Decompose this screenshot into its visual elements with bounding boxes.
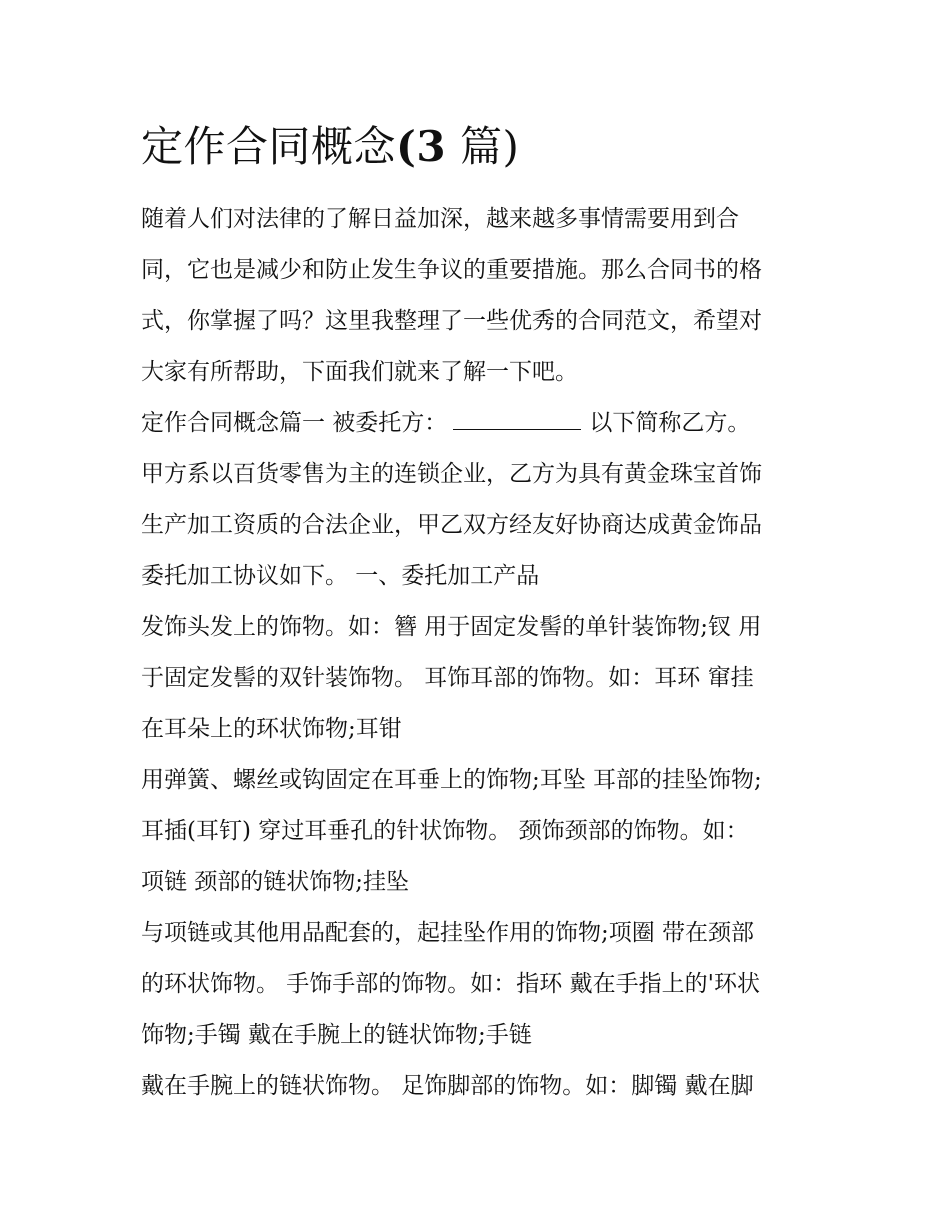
title-paren-open: ( [396, 122, 417, 171]
page-title [141, 115, 821, 179]
paragraph-line: 随着人们对法律的了解日益加深，越来越多事情需要用到合 [141, 206, 739, 232]
paragraph-line: 与项链或其他用品配套的，起挂坠作用的饰物;项圈 带在颈部 [141, 920, 755, 946]
title-suffix: 篇) [446, 122, 520, 171]
party-abbreviation: 以下简称乙方。 [589, 410, 751, 436]
paragraph-line: 于固定发髻的双针装饰物。 耳饰耳部的饰物。如：耳环 窜挂 [141, 665, 754, 691]
party-label: 定作合同概念篇一 被委托方： [141, 410, 448, 436]
paragraph-line: 生产加工资质的合法企业，甲乙双方经友好协商达成黄金饰品 [141, 512, 762, 538]
paragraph-line: 在耳朵上的环状饰物;耳钳 [141, 716, 402, 742]
paragraph-line: 式，你掌握了吗？这里我整理了一些优秀的合同范文，希望对 [141, 308, 762, 334]
paragraph-line: 耳插(耳钉) 穿过耳垂孔的针状饰物。 颈饰颈部的饰物。如： [141, 818, 749, 844]
paragraph-line: 大家有所帮助，下面我们就来了解一下吧。 [141, 359, 578, 385]
title-text: 定作合同概念 [141, 122, 397, 171]
party-name-blank [453, 403, 581, 430]
paragraph-line: 发饰头发上的饰物。如：簪 用于固定发髻的单针装饰物;钗 用 [141, 614, 762, 640]
paragraph-line: 饰物;手镯 戴在手腕上的链状饰物;手链 [141, 1022, 532, 1048]
title-count: 3 [416, 122, 447, 171]
paragraph-line: 甲方系以百货零售为主的连锁企业，乙方为具有黄金珠宝首饰 [141, 461, 762, 487]
paragraph-line: 戴在手腕上的链状饰物。 足饰脚部的饰物。如：脚镯 戴在脚 [141, 1073, 754, 1099]
paragraph-line: 同，它也是减少和防止发生争议的重要措施。那么合同书的格 [141, 257, 762, 283]
paragraph-line: 用弹簧、螺丝或钩固定在耳垂上的饰物;耳坠 耳部的挂坠饰物; [141, 767, 762, 793]
party-line [141, 398, 821, 449]
paragraph-line: 项链 颈部的链状饰物;挂坠 [141, 869, 410, 895]
paragraph-line: 的环状饰物。 手饰手部的饰物。如：指环 戴在手指上的'环状 [141, 971, 760, 997]
document-body [141, 115, 821, 1112]
paragraph-line: 委托加工协议如下。 一、委托加工产品 [141, 563, 540, 589]
